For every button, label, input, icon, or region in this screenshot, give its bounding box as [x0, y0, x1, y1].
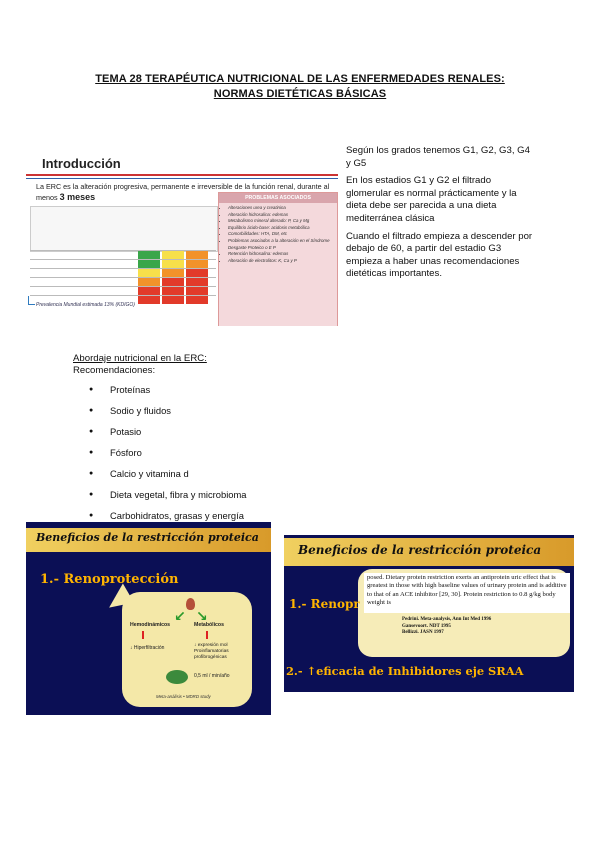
problem-item: • Retención hidrosalina: edemas	[228, 251, 337, 258]
heading-underline	[26, 174, 338, 176]
references	[402, 617, 491, 637]
slide-title: Beneficios de la restricción proteica	[36, 531, 259, 544]
grid-row	[30, 250, 216, 259]
grades-text	[346, 145, 536, 286]
recommendations-list	[73, 379, 373, 526]
g3-paragraph: Cuando el filtrado empieza a descender por debajo de 60, a partir del estadio G3 empieza a haber unas recomendaciones dietéticas importantes.	[346, 230, 533, 280]
list-item: ● Sodio y fluidos	[73, 400, 373, 421]
problem-item: • Comorbilidades: HTA, DM, etc	[228, 231, 337, 238]
list-item: ● Proteínas	[73, 379, 373, 400]
hemodynamic-label: Hemodinámicos	[130, 622, 171, 628]
point-renoproteccion: 1.- Renoprotección	[40, 572, 179, 587]
grid-row	[30, 259, 216, 268]
red-arrow-icon	[206, 631, 208, 639]
slide-renoproteccion	[26, 522, 271, 715]
grid-row	[30, 286, 216, 295]
intro-heading: Introducción	[42, 156, 121, 171]
footnote-arrow-icon	[28, 296, 35, 305]
recommendations-label: Recomendaciones:	[73, 365, 156, 376]
slide-eficacia	[284, 535, 574, 692]
prevalence-note: Prevalencia Mundial estimada 13% (KDIGO)	[36, 302, 135, 308]
problem-item: • Problemas asociados a la alteración en el Síndrome Desgaste Proteico o E P	[228, 238, 337, 251]
reference: Pedrini. Meta-analysis, Ann Int Med 1996	[402, 617, 492, 622]
point-renoproteccion: 1.- Renopr	[289, 597, 360, 611]
problem-item: • Equilibrio ácido-base: acidosis metabólica	[228, 225, 337, 232]
slide-title: Beneficios de la restricción proteica	[298, 543, 542, 557]
title-line-2: NORMAS DIETÉTICAS BÁSICAS	[213, 88, 387, 100]
erc-text: La ERC es la alteración progresiva, permanente e irreversible de la función renal, durante al menos	[36, 182, 330, 202]
list-item: ● Calcio y vitamina d	[73, 463, 373, 484]
early-stage-paragraph: En los estadios G1 y G2 el filtrado glomerular es normal prácticamente y la dieta debe ser parecida a una dieta mediterránea clásica	[346, 175, 517, 224]
heading-underline-blue	[26, 178, 338, 179]
problem-item: • Alteración de electrolitos: K, Ca y P	[228, 258, 337, 265]
problems-title: PROBLEMAS ASOCIADOS	[219, 193, 337, 203]
erc-bold: 3 meses	[59, 192, 96, 202]
grid-row	[30, 268, 216, 277]
grid-row	[30, 277, 216, 286]
green-arrow-left-icon: ↙	[174, 608, 186, 624]
kdigo-grid	[30, 206, 216, 316]
list-item: ● Dieta vegetal, fibra y microbioma	[73, 484, 373, 505]
metabolic-label: Metabólicos	[194, 622, 224, 628]
abordaje-heading: Abordaje nutricional en la ERC:	[73, 353, 207, 364]
reference: Gansevoort. NDT 1995	[402, 623, 451, 629]
metabolic-text: ↓ expresión mol Proinflamatorias profibrogénicas	[194, 643, 229, 660]
title-line-1: TEMA 28 TERAPÉUTICA NUTRICIONAL DE LAS ENFERMEDADES RENALES:	[95, 73, 505, 85]
intro-slide	[26, 152, 338, 326]
source-label: Meta-análisis • MDRD study	[156, 694, 211, 699]
problems-box	[218, 192, 338, 326]
list-item: ● Fósforo	[73, 442, 373, 463]
reference: Bellizzi. JASN 1997	[402, 630, 444, 636]
problem-item: • Alteraciones urea y creatinina	[228, 205, 337, 212]
grades-paragraph: Según los grados tenemos G1, G2, G3, G4 y G5	[346, 145, 530, 169]
list-item: ● Potasio	[73, 421, 373, 442]
list-item: ● Carbohidratos, grasas y energía	[73, 505, 373, 526]
red-arrow-icon	[142, 631, 144, 639]
problem-item: • Metabolismo mineral alterado: P, Ca y Mg	[228, 218, 337, 225]
hyperfiltration-text: ↓ Hiperfiltración	[130, 645, 165, 651]
point-eficacia: 2.- ↑eficacia de Inhibidores eje SRAA	[286, 664, 524, 678]
rate-label: 0,5 ml / min/año	[194, 673, 230, 679]
problems-list	[219, 205, 337, 264]
kidney-tissue-icon	[166, 670, 188, 684]
abordaje-section	[73, 353, 373, 526]
problem-item: • Alteración hidrosalina: edemas	[228, 212, 337, 219]
kidney-icon	[186, 598, 195, 610]
document-title	[60, 72, 540, 102]
grid-header	[30, 206, 218, 252]
green-arrow-right-icon: ↘	[196, 608, 208, 624]
quote-text: posed. Dietary protein restriction exerts an antiprotein uric effect that is greatest in those with high baseline values of urinary protein and is additive to that of an ACE inhibitor [29, 30]. Protein restriction to 0.8 g/kg body weight is	[364, 573, 570, 613]
